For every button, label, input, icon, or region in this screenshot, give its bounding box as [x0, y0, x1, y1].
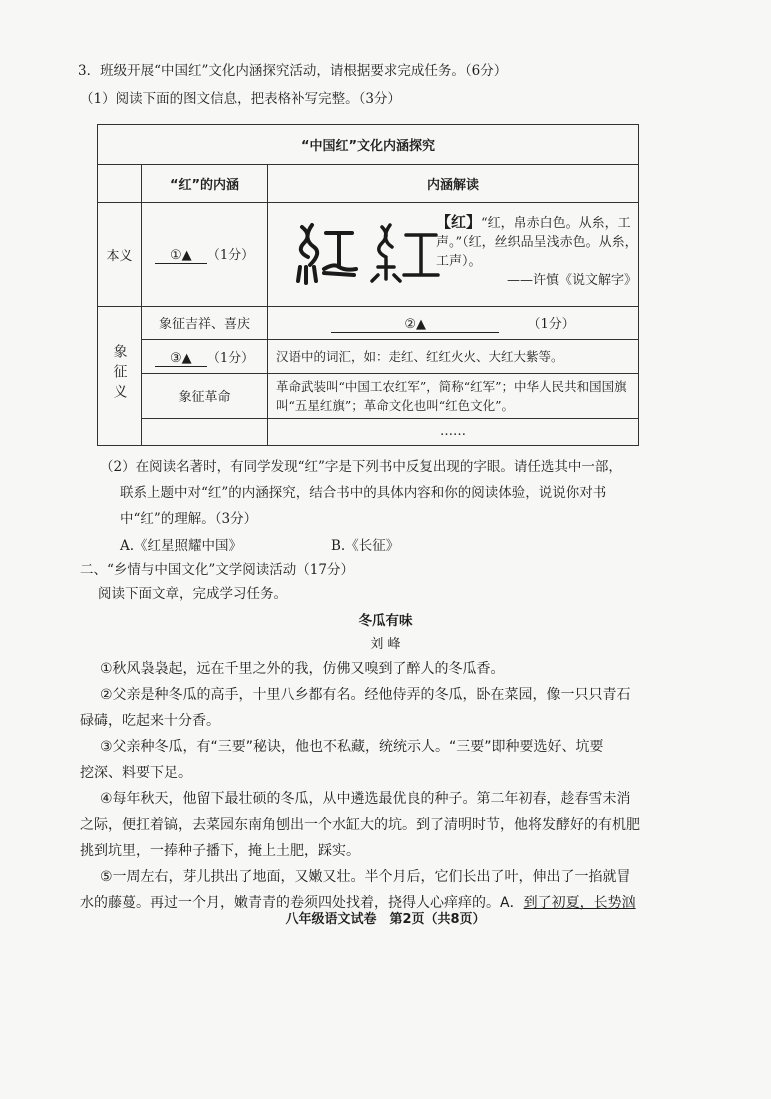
article-title: 冬瓜有味 — [358, 613, 413, 629]
table-header-meaning: “红”的内涵 — [142, 165, 268, 203]
paragraph-3-line2: 挖深、料要下足。 — [80, 765, 192, 781]
seal-script-hong-image — [290, 217, 440, 287]
paragraph-2-line1: ②父亲是种冬瓜的高手，十里八乡都有名。经他侍弄的冬瓜，卧在菜园，像一只只青石 — [100, 687, 631, 703]
row-label-benyi: 本义 — [98, 203, 142, 306]
symbolic-interp-2: 汉语中的词汇，如：走红、红红火火、大红大紫等。 — [268, 340, 639, 374]
paragraph-5-line2 — [80, 894, 636, 912]
blank-3: ③▲ — [155, 351, 207, 367]
question-3-sub1: （1）阅读下面的图文信息，把表格补写完整。（3分） — [80, 91, 401, 107]
symbolic-meaning-2 — [142, 340, 268, 374]
paragraph-2-line2: 碌碡，吃起来十分香。 — [80, 713, 220, 729]
benyi-interpretation-cell — [268, 203, 639, 306]
section-2-instruction: 阅读下面文章，完成学习任务。 — [98, 586, 287, 602]
question-3-sub2-line1: （2）在阅读名著时，有同学发现“红”字是下列书中反复出现的字眼。请任选其中一部， — [100, 459, 622, 475]
paragraph-1: ①秋风袅袅起，远在千里之外的我，仿佛又嗅到了醉人的冬瓜香。 — [100, 661, 505, 677]
symbolic-interp-3: 革命武装叫“中国工农红军”，简称“红军”；中华人民共和国国旗叫“五星红旗”；革命文化也叫“红色文化”。 — [268, 374, 639, 418]
question-3-sub2-line2: 联系上题中对“红”的内涵探究，结合书中的具体内容和你的阅读体验，说说你对书 — [120, 485, 607, 501]
blank-2: ②▲ — [331, 317, 499, 333]
table-header-empty — [98, 165, 142, 203]
symbolic-interp-1 — [268, 306, 639, 340]
ellipsis-left — [142, 418, 268, 446]
article-author: 刘 峰 — [370, 637, 401, 652]
paragraph-5-line2-text: 水的藤蔓。再过一个月，嫩青青的卷须四处找着，挠得人心痒痒的。A． — [80, 895, 524, 911]
paragraph-3-line1: ③父亲种冬瓜，有“三要”秘诀，他也不私藏，统统示人。“三要”即种要选好、坑要 — [100, 739, 604, 755]
table-title: “中国红”文化内涵探究 — [98, 125, 639, 165]
shuowen-source: ——许慎《说文解字》 — [506, 273, 637, 289]
shuowen-text: “红，帛赤白色。从糸，工声。”（红，丝织品呈浅赤色。从糸，工声）。 — [436, 216, 638, 270]
paragraph-5-line1: ⑤一周左右，芽儿拱出了地面，又嫩又壮。半个月后，它们长出了叶，伸出了一掐就冒 — [100, 869, 631, 885]
paragraph-4-line2: 之际，便扛着镐，去菜园东南角刨出一个水缸大的坑。到了清明时节，他将发酵好的有机肥 — [80, 817, 640, 833]
option-b: B.《长征》 — [331, 538, 400, 554]
blank-3-points: （1分） — [206, 350, 255, 366]
shuowen-quote — [436, 213, 641, 290]
benyi-meaning-cell — [142, 203, 268, 306]
symbolic-label: 象征义 — [111, 343, 128, 404]
row-label-symbolic — [98, 306, 142, 445]
table-header-interpretation: 内涵解读 — [268, 165, 639, 203]
paragraph-4-line1: ④每年秋天，他留下最壮硕的冬瓜，从中遴选最优良的种子。第二年初春，趁春雪未消 — [100, 791, 631, 807]
section-2-title: 二、“乡情与中国文化”文学阅读活动（17分） — [80, 562, 354, 578]
blank-1: ①▲ — [155, 248, 207, 264]
page-footer: 八年级语文试卷 第2页（共8页） — [285, 912, 486, 927]
culture-table — [97, 124, 639, 446]
shuowen-head: 【红】 — [436, 213, 482, 232]
table-ellipsis: …… — [268, 418, 639, 446]
blank-1-points: （1分） — [206, 248, 255, 264]
symbolic-meaning-1: 象征吉祥、喜庆 — [142, 306, 268, 340]
option-a: A.《红星照耀中国》 — [120, 538, 243, 554]
question-3-sub2-line3: 中“红”的理解。（3分） — [120, 511, 258, 527]
symbolic-meaning-3: 象征革命 — [142, 374, 268, 418]
paragraph-5-underlined-sentence: 到了初夏，长势汹 — [523, 895, 636, 911]
blank-2-points: （1分） — [527, 316, 575, 332]
question-3-title: 3．班级开展“中国红”文化内涵探究活动，请根据要求完成任务。（6分） — [78, 63, 508, 79]
paragraph-4-line3: 挑到坑里，一捧种子播下，掩上土肥，踩实。 — [80, 843, 360, 859]
